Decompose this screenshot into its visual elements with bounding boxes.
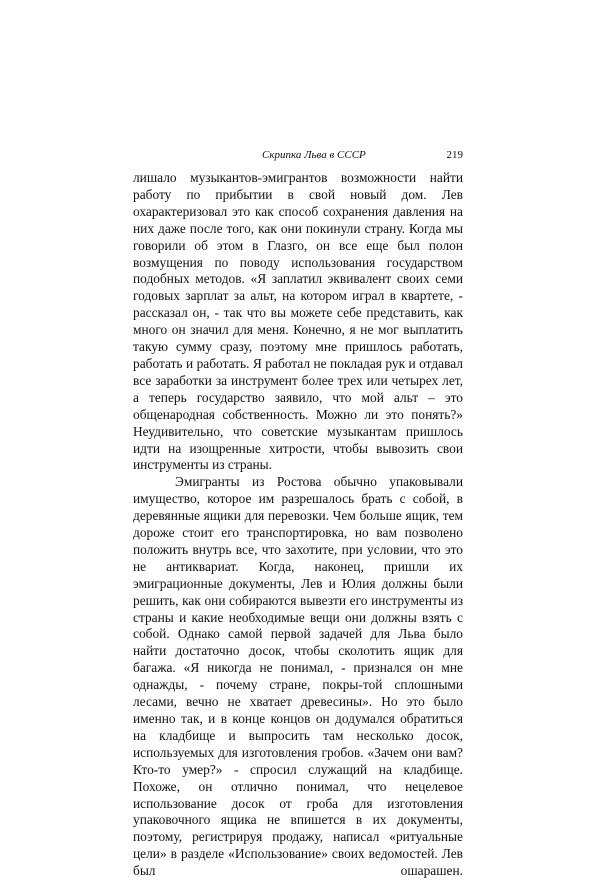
paragraph-emigrants: Эмигранты из Ростова обычно упаковывали имущество, которое им разрешалось брать с собой, в деревянные ящики для перевозки. Чем больше ящик, тем дороже стоит его транспортировка, но вам позволено положить внутрь все, что захотите, при условии, что это не антиквариат. Когда, наконец, пришли их эмиграционные документы, Лев и Юлия должны были решить, как они собираются вывезти его инструменты из страны и какие необходимые вещи они должны взять с собой. Однако самой первой задачей для Льва было найти достаточно досок, чтобы сколотить ящик для багажа. «Я никогда не понимал, - признался он мне однажды, - почему стране, покры-той сплошными лесами, вечно не хватает древесины». Но это было именно так, и в конце концов он додумался обратиться на кладбище и выпросить там несколько досок, используемых для изготовления гробов. «Зачем они вам? Кто-то умер?» - спросил служащий на кладбище. Похоже, он отлично понимал, что нецелевое использование досок от гроба для изготовления упаковочного ящика не впишется в их документы, поэтому, регистрируя продажу, написал «ритуальные цели» в разделе «Использование» своих ведомостей. Лев был ошарашен. bbox=[133, 474, 463, 879]
page-number: 219 bbox=[446, 149, 463, 161]
body-text bbox=[133, 170, 463, 880]
running-title: Скрипка Льва в СССР bbox=[262, 149, 366, 161]
paragraph-continuation: лишало музыкантов-эмигрантов возможности найти работу по прибытии в свой новый дом. Лев охарактеризовал это как способ сохранения давления на них даже после того, как они покинули страну. Когда мы говорили об этом в Глазго, он все еще был полон возмущения по поводу использования государством подобных методов. «Я заплатил эквивалент своих семи годовых зарплат за альт, на котором играл в квартете, - рассказал он, - так что вы можете себе представить, как много он значил для меня. Конечно, я не мог выплатить такую сумму сразу, поэтому мне пришлось работать, работать и работать. Я работал не покладая рук и отдавал все заработки за инструмент более трех или четырех лет, а теперь государство заявило, что мой альт – это общенародная собственность. Можно ли это понять?» Неудивительно, что советские музыкантам пришлось идти на изощренные хитрости, чтобы вывозить свои инструменты из страны. bbox=[133, 170, 463, 473]
running-header bbox=[133, 148, 463, 162]
